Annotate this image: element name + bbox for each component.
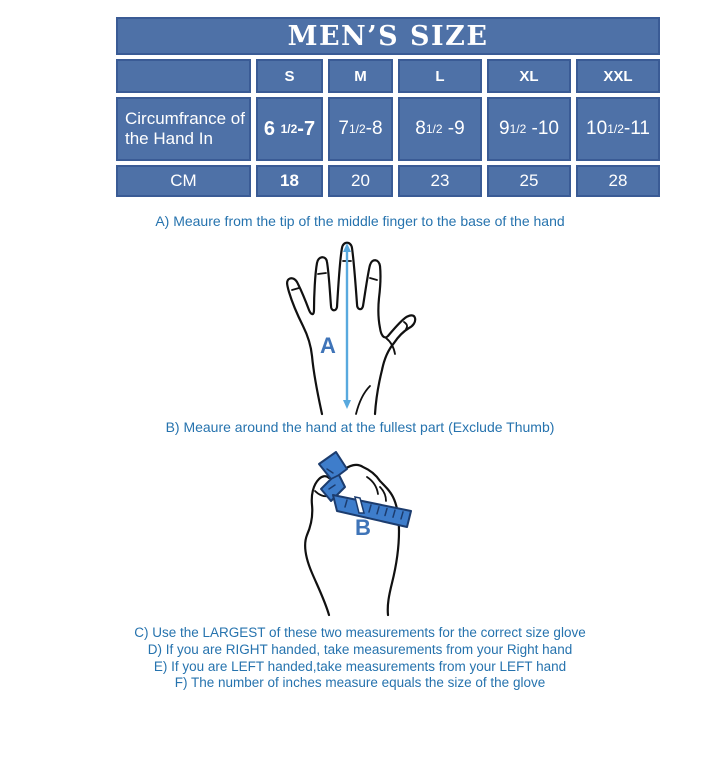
fist-outline bbox=[305, 465, 399, 615]
inch-value-l: 8 1/2 -9 bbox=[398, 97, 482, 161]
hand-circumference-diagram bbox=[285, 443, 465, 618]
caption-measure-b: B) Meaure around the hand at the fullest part (Exclude Thumb) bbox=[165, 419, 555, 435]
hand-length-svg bbox=[258, 238, 458, 416]
diagram-b-label: B bbox=[355, 515, 371, 540]
size-header-m: M bbox=[328, 59, 393, 93]
inch-value-xxl: 10 1/2 -11 bbox=[576, 97, 660, 161]
size-header-xxl: XXL bbox=[576, 59, 660, 93]
size-header-l: L bbox=[398, 59, 482, 93]
inch-value-m: 7 1/2 -8 bbox=[328, 97, 393, 161]
hand-circumference-svg bbox=[285, 443, 465, 618]
cm-value-xl: 25 bbox=[487, 165, 571, 197]
cm-value-m: 20 bbox=[328, 165, 393, 197]
cm-value-l: 23 bbox=[398, 165, 482, 197]
instruction-line-e: E) If you are LEFT handed,take measurements from your LEFT hand bbox=[153, 658, 567, 674]
cm-value-s: 18 bbox=[256, 165, 323, 197]
instruction-line-d: D) If you are RIGHT handed, take measurements from your Right hand bbox=[147, 641, 573, 657]
size-header-empty-cell bbox=[116, 59, 251, 93]
row-label-circumference: Circumfrance of the Hand In bbox=[116, 97, 251, 161]
diagram-a-label: A bbox=[320, 333, 336, 358]
table-title: MEN’S SIZE bbox=[116, 17, 660, 55]
ring-crease bbox=[318, 273, 326, 274]
row-label-cm: CM bbox=[116, 165, 251, 197]
instruction-line-f: F) The number of inches measure equals the size of the glove bbox=[174, 675, 546, 691]
size-table bbox=[116, 17, 660, 197]
hand-length-diagram bbox=[258, 238, 458, 416]
open-hand-outline bbox=[287, 243, 415, 414]
inch-value-s: 6 1/2 -7 bbox=[256, 97, 323, 161]
size-header-xl: XL bbox=[487, 59, 571, 93]
instructions-block bbox=[0, 625, 720, 692]
cm-value-xxl: 28 bbox=[576, 165, 660, 197]
inch-value-xl: 9 1/2 -10 bbox=[487, 97, 571, 161]
instruction-line-c: C) Use the LARGEST of these two measurements for the correct size glove bbox=[134, 625, 586, 640]
caption-measure-a: A) Meaure from the tip of the middle finger to the base of the hand bbox=[155, 213, 565, 229]
size-header-s: S bbox=[256, 59, 323, 93]
